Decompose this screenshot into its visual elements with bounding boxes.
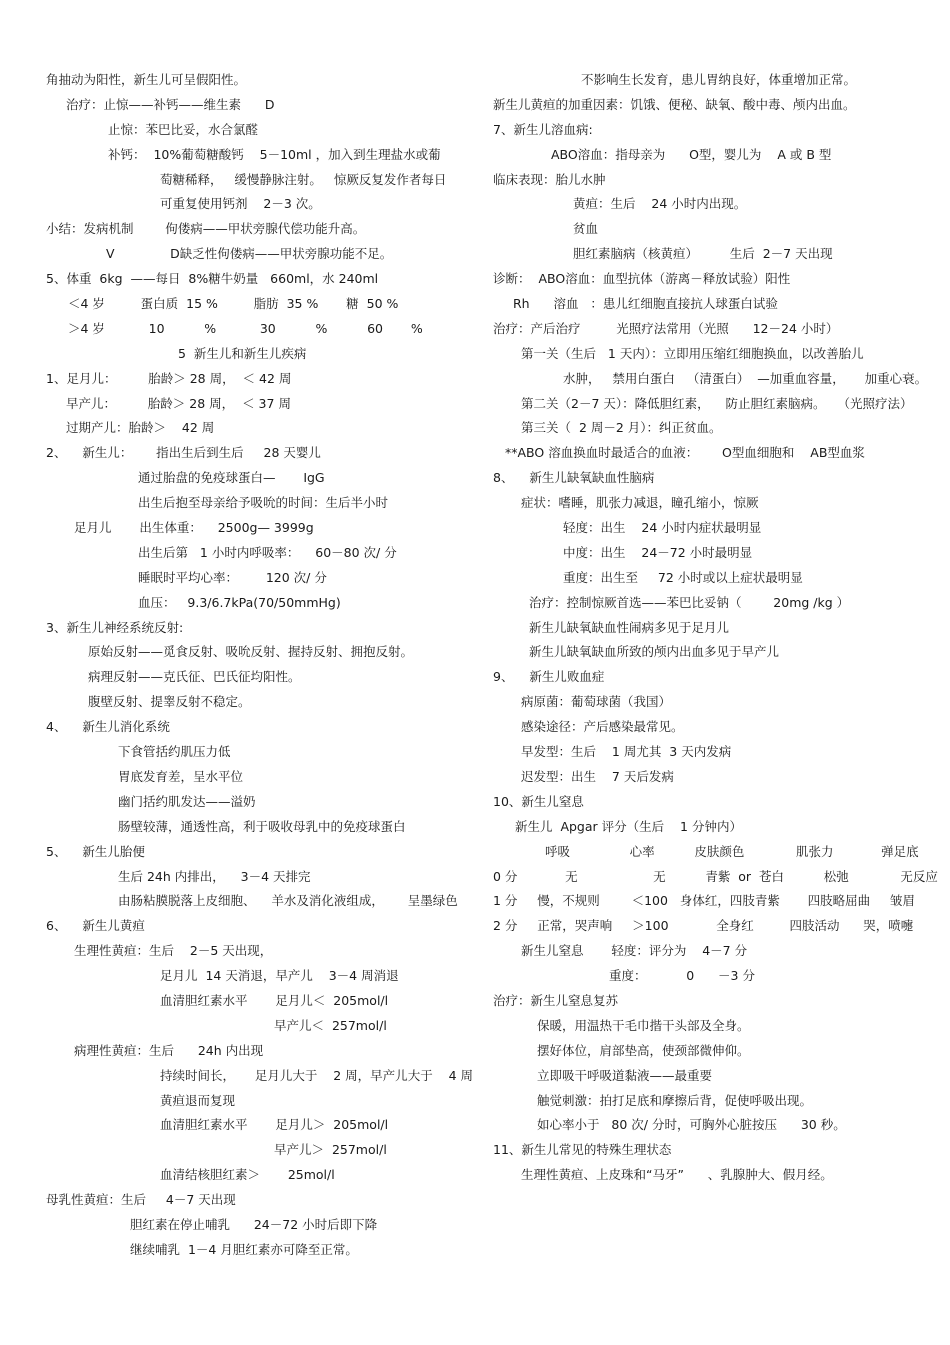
left-text-line: 治疗：止惊——补钙——维生素 D [66,96,275,112]
right-text-line: 新生儿 Apgar 评分（生后 1 分钟内） [515,818,742,834]
right-text-line: 治疗：控制惊厥首选——苯巴比妥钠（ 20mg /kg ） [529,594,850,610]
left-text-line: 持续时间长， 足月儿大于 2 周，早产儿大于 4 周 [160,1067,474,1083]
left-column [46,68,474,1263]
left-text-line: 病理反射——克氏征、巴氏征均阳性。 [88,669,301,685]
right-text-line: **ABO 溶血换血时最适合的血液： O型血细胞和 AB型血浆 [505,445,865,461]
right-text-line: 11、新生儿常见的特殊生理状态 [493,1142,672,1158]
left-text-line: 出生后抱至母亲给予吸吮的时间：生后半小时 [138,495,389,511]
left-text-line: 早产儿＜ 257mol/l [274,1017,387,1033]
left-text-line: 腹壁反射、提睾反射不稳定。 [88,694,251,710]
left-text-line: 睡眠时平均心率： 120 次/ 分 [138,569,327,585]
right-text-line: 治疗：产后治疗 光照疗法常用（光照 12－24 小时） [493,320,839,336]
left-text-line: ＜4 岁 蛋白质 15 % 脂肪 35 % 糖 50 % [68,296,399,312]
left-text-line: 1、足月儿： 胎龄＞ 28 周， ＜ 42 周 [46,370,292,386]
left-text-line: 2、 新生儿： 指出生后到生后 28 天婴儿 [46,445,321,461]
left-text-line: 通过胎盘的免疫球蛋白— IgG [138,470,325,486]
left-text-line: 小结：发病机制 佝偻病——甲状旁腺代偿功能升高。 [46,221,366,237]
left-text-line: 可重复使用钙剂 2－3 次。 [160,196,321,212]
right-text-line: 病原菌：葡萄球菌（我国） [521,694,672,710]
left-text-line: 胆红素在停止哺乳 24－72 小时后即下降 [130,1216,378,1232]
left-text-line: 早产儿： 胎龄＞ 28 周， ＜ 37 周 [66,395,291,411]
right-text-line: 生理性黄疸、上皮珠和“马牙” 、乳腺肿大、假月经。 [521,1167,833,1183]
right-text-line: Rh 溶血 ：患儿红细胞直接抗人球蛋白试验 [513,296,778,312]
left-text-line: 5、体重 6kg ——每日 8%糖牛奶量 660ml，水 240ml [46,271,379,287]
left-text-line: 生理性黄疸：生后 2－5 天出现， [74,943,273,959]
left-text-line: 黄疸退而复现 [160,1092,236,1108]
right-text-line: 临床表现：胎儿水肿 [493,171,606,187]
right-text-line: 立即吸干呼吸道黏液——最重要 [537,1067,713,1083]
right-text-line: 贫血 [573,221,599,237]
left-text-line: 过期产儿：胎龄＞ 42 周 [66,420,215,436]
left-text-line: 原始反射——觅食反射、吸吮反射、握持反射、拥抱反射。 [88,644,414,660]
right-text-line: 轻度：出生 24 小时内症状最明显 [563,520,762,536]
right-text-line: 新生儿窒息 轻度：评分为 4－7 分 [521,943,748,959]
left-text-line: 补钙： 10%葡萄糖酸钙 5－10ml ，加入到生理盐水或葡 [108,146,441,162]
left-text-line: 出生后第 1 小时内呼吸率： 60－80 次/ 分 [138,544,397,560]
left-text-line: 由肠粘膜脱落上皮细胞、 羊水及消化液组成， 呈墨绿色 [118,893,458,909]
right-column [493,68,938,1188]
right-text-line: 胆红素脑病（核黄疸） 生后 2－7 天出现 [573,246,833,262]
right-text-line: 水肿， 禁用白蛋白 （清蛋白） —加重血容量， 加重心衰。 [563,370,928,386]
right-text-line: 黄疸：生后 24 小时内出现。 [573,196,747,212]
left-text-line: 5 新生儿和新生儿疾病 [178,345,307,361]
left-text-line: 血压： 9.3/6.7kPa(70/50mmHg) [138,594,341,610]
left-text-line: 3、新生儿神经系统反射: [46,619,184,635]
right-text-line: 重度：出生至 72 小时或以上症状最明显 [563,569,803,585]
right-text-line: 触觉刺激：拍打足底和摩擦后背，促使呼吸出现。 [537,1092,813,1108]
right-text-line: 9、 新生儿败血症 [493,669,605,685]
left-text-line: V D缺乏性佝偻病——甲状旁腺功能不足。 [106,246,393,262]
right-text-line: 0 分 无 无 青紫 or 苍白 松弛 无反应 [493,868,938,884]
right-text-line: 诊断： ABO溶血：血型抗体（游离－释放试验）阳性 [493,271,791,287]
left-text-line: 肠壁较薄，通透性高，利于吸收母乳中的免疫球蛋白 [118,818,406,834]
left-text-line: 4、 新生儿消化系统 [46,719,170,735]
right-text-line: 早发型：生后 1 周尤其 3 天内发病 [521,744,732,760]
left-text-line: 下食管括约肌压力低 [118,744,231,760]
left-text-line: 生后 24h 内排出， 3－4 天排完 [118,868,311,884]
right-text-line: 症状：嗜睡，肌张力减退，瞳孔缩小，惊厥 [521,495,759,511]
right-text-line: 感染途径：产后感染最常见。 [521,719,684,735]
left-text-line: 病理性黄疸：生后 24h 内出现 [74,1042,264,1058]
left-text-line: 早产儿＞ 257mol/l [274,1142,387,1158]
left-text-line: 血清胆红素水平 足月儿＜ 205mol/l [160,992,389,1008]
right-text-line: 10、新生儿窒息 [493,793,584,809]
left-text-line: 6、 新生儿黄疸 [46,918,145,934]
right-text-line: 重度： 0 －3 分 [609,968,755,984]
left-text-line: 血清结核胆红素＞ 25mol/l [160,1167,335,1183]
right-text-line: 2 分 正常，哭声响 ＞100 全身红 四肢活动 哭，喷嚏 [493,918,914,934]
right-text-line: 不影响生长发育，患儿胃纳良好，体重增加正常。 [581,72,857,87]
left-text-line: 胃底发育差，呈水平位 [118,768,244,784]
right-text-line: 第一关（生后 1 天内）：立即用压缩红细胞换血，以改善胎儿 [521,345,864,361]
right-text-line: 保暖，用温热干毛巾揩干头部及全身。 [537,1017,750,1033]
left-text-line: 止惊：苯巴比妥，水合氯醛 [108,121,259,137]
right-text-line: 7、新生儿溶血病: [493,121,593,137]
right-text-line: 新生儿黄疸的加重因素：饥饿、便秘、缺氧、酸中毒、颅内出血。 [493,96,856,112]
left-text-line: 足月儿 出生体重： 2500g— 3999g [74,520,314,536]
left-text-line: 足月儿 14 天消退，早产儿 3－4 周消退 [160,968,399,984]
left-text-line: 5、 新生儿胎便 [46,843,145,859]
right-text-line: 中度：出生 24－72 小时最明显 [563,544,753,560]
right-text-line: 如心率小于 80 次/ 分时，可胸外心脏按压 30 秒。 [537,1117,846,1133]
right-text-line: 1 分 慢，不规则 ＜100 身体红，四肢青紫 四肢略屈曲 皱眉 [493,893,916,909]
right-text-line: 摆好体位，肩部垫高，使颈部微伸仰。 [537,1042,750,1058]
left-text-line: 幽门括约肌发达——溢奶 [118,793,256,809]
right-text-line: 8、 新生儿缺氧缺血性脑病 [493,470,655,486]
right-text-line: 治疗：新生儿窒息复苏 [493,992,619,1008]
right-text-line: 新生儿缺氧缺血所致的颅内出血多见于早产儿 [529,644,780,660]
right-text-line: 呼吸 心率 皮肤颜色 肌张力 弹足底 [545,843,919,859]
left-text-line: ＞4 岁 10 % 30 % 60 % [68,320,423,336]
right-text-line: 迟发型：出生 7 天后发病 [521,768,674,784]
right-text-line: ABO溶血：指母亲为 O型，婴儿为 A 或 B 型 [551,146,832,162]
right-text-line: 新生儿缺氧缺血性闹病多见于足月儿 [529,619,730,635]
left-text-line: 角抽动为阳性，新生儿可呈假阳性。 [46,72,247,87]
right-text-line: 第二关（2－7 天）：降低胆红素， 防止胆红素脑病。 （光照疗法） [521,395,913,411]
left-text-line: 萄糖稀释， 缓慢静脉注射。 惊厥反复发作者每日 [160,171,447,187]
left-text-line: 血清胆红素水平 足月儿＞ 205mol/l [160,1117,389,1133]
left-text-line: 母乳性黄疸：生后 4－7 天出现 [46,1192,236,1208]
left-text-line: 继续哺乳 1－4 月胆红素亦可降至正常。 [130,1241,358,1257]
right-text-line: 第三关（ 2 周－2 月）：纠正贫血。 [521,420,722,436]
